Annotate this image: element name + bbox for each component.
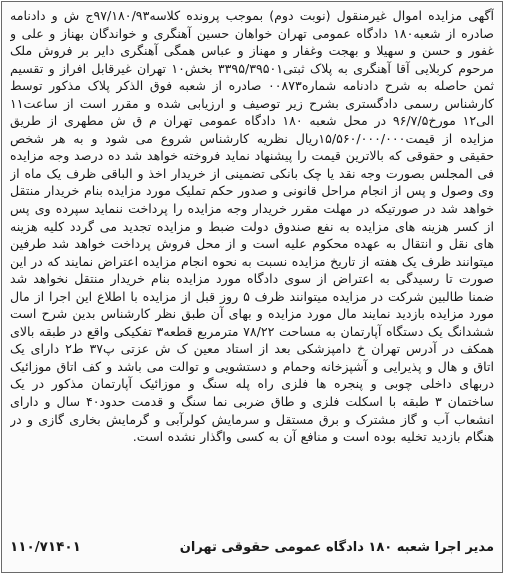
notice-signer: مدیر اجرا شعبه ۱۸۰ دادگاه عمومی حقوقی تهران — [179, 539, 494, 555]
auction-notice — [1, 1, 503, 573]
notice-footer — [10, 534, 494, 560]
notice-code: ۱۱۰/۷۱۴۰۱ — [10, 539, 81, 555]
notice-body-text: آگهی مزایده اموال غیرمنقول (نوبت دوم) بموجب پرونده کلاسه۹۷/۱۸۰/۹۳ج ش و دادنامه صادره از شعبه۱۸۰ دادگاه عمومی تهران خواهان حسین آهنگری و خواندگان بهناز و علی و غفور و حسن و سهیلا و بهجت وغفار و مهناز و عباس همگی آهنگری دایر بر فروش ملک مرحوم کربلایی آقا آهنگری به پلاک ثبتی۳۳۹۵/۳۹۵۰۱ بخش۱۰ تهران غیرقابل افراز و تقسیم ثمن حاصله به شرح دادنامه شماره۰۰۸۷۳ صادره از شعبه فوق الذکر پلاک مذکور توسط کارشناس رسمی دادگستری بشرح زیر توصیف و ارزیابی شده و مقرر است از ساعت۱۱ الی۱۲ مورخ۹۶/۷/۵ در محل شعبه ۱۸۰ دادگاه عمومی تهران م ق ش مطهری از طریق مزایده از قیمت۱۵/۵۶۰/۰۰۰/۰۰۰ریال نظریه کارشناس شروع می شود و به هر شخص حقیقی و حقوقی که بالاترین قیمت را پیشنهاد نماید فروخته خواهد شد ده درصد وجه مزایده فی المجلس بصورت وجه نقد یا چک بانکی تضمینی از خریدار اخذ و الباقی ظرف یک ماه از وی وصول و پس از انجام مراحل قانونی و صدور حکم تملیک مورد مزایده بنام خریدار منتقل خواهد شد در صورتیکه در مهلت مقرر خریدار وجه مزایده را پرداخت ننماید سپرده وی پس از کسر هزینه های مزایده به نفع صندوق دولت ضبط و مزایده تجدید می گردد کلیه هزینه های نقل و انتقال به عهده محکوم علیه است و از محل فروش پرداخت خواهد شد طرفین میتوانند ظرف یک هفته از تاریخ مزایده نسبت به نحوه انجام مزایده اعتراض نمایند که در این صورت تا رسیدگی به اعتراض از سوی دادگاه مورد مزایده بنام خریدار منتقل نخواهد شد ضمنا طالبین شرکت در مزایده میتوانند ظرف ۵ روز قبل از مزایده با اطلاع این اجرا از مال مورد مزایده بازدید نمایند مال مورد مزایده و بهای آن طبق نظر کارشناس بدین شرح است ششدانگ یک دستگاه آپارتمان به مساحت ۷۸/۲۲ مترمربع قطعه۳ تفکیکی واقع در طبقه بالای همکف در آدرس تهران خ دامپزشکی بعد از استاد معین ک ش عزتی پ۳۷ ط۲ دارای یک اتاق و هال و پذیرایی و آشپزخانه وحمام و دستشویی و توالت می باشد و کف اتاق موزائیک دربهای داخلی چوبی و پنجره ها فلزی راه پله سنگ و موزائیک آپارتمان مذکور در یک ساختمان ۳ طبقه با اسکلت فلزی و طاق ضربی نما سنگ و قدمت حدود۴۰ سال و دارای انشعاب آب و گاز مشترک و برق مستقل و سرمایش کولرآبی و گرمایش بخاری گازی و در هنگام بازدید تخلیه بوده است و منافع آن به کسی واگذار نشده است. — [10, 8, 494, 445]
